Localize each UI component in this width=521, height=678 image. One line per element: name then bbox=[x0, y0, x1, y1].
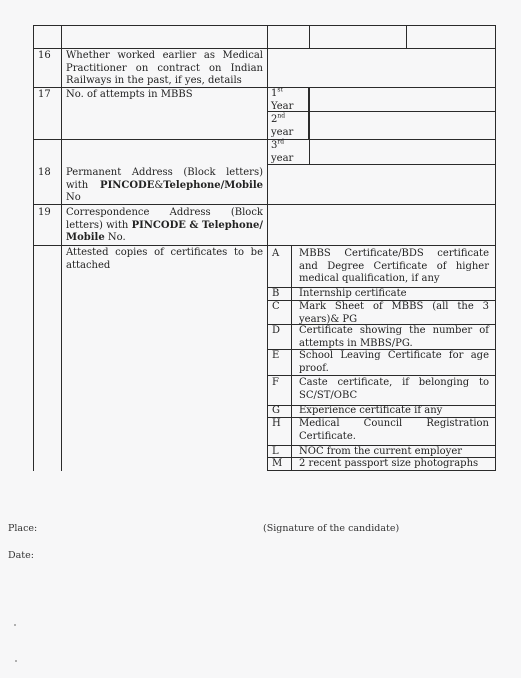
cert-text-e: School Leaving Certificate for age proof. bbox=[299, 350, 489, 374]
cert-letter-m: M bbox=[272, 458, 283, 469]
cert-text-c: Mark Sheet of MBBS (all the 3 years)& PG bbox=[299, 301, 489, 325]
row-16-number: 16 bbox=[38, 50, 51, 61]
row-19-number: 19 bbox=[38, 207, 51, 218]
cert-letter-d: D bbox=[272, 325, 281, 336]
cert-letter-f: F bbox=[272, 377, 279, 388]
cert-text-a: MBBS Certificate/BDS certificate and Degree Certificate of higher medical qualification, if any bbox=[299, 248, 489, 284]
cert-text-m: 2 recent passport size photographs bbox=[299, 458, 479, 469]
cert-letter-h: H bbox=[272, 418, 281, 429]
cert-text-h: Medical Council Registration Certificate. bbox=[299, 418, 489, 442]
row-17-label: No. of attempts in MBBS bbox=[66, 89, 193, 100]
year-2-label: 2nd year bbox=[271, 112, 294, 138]
certificates-label: Attested copies of certificates to be attached bbox=[66, 247, 263, 271]
place-label: Place: bbox=[8, 523, 38, 534]
cert-letter-b: B bbox=[272, 288, 280, 299]
row-17-number: 17 bbox=[38, 89, 51, 100]
cert-text-g: Experience certificate if any bbox=[299, 405, 443, 416]
scan-speck bbox=[15, 660, 17, 662]
scan-speck bbox=[14, 624, 16, 626]
year-1-label: 1st Year bbox=[271, 86, 294, 112]
year-3-label: 3rd year bbox=[271, 138, 294, 164]
cert-letter-l: L bbox=[272, 446, 279, 457]
signature-label: (Signature of the candidate) bbox=[263, 523, 400, 534]
cert-letter-c: C bbox=[272, 301, 280, 312]
cert-letter-e: E bbox=[272, 350, 280, 361]
cert-text-f: Caste certificate, if belonging to SC/ST/OBC bbox=[299, 377, 489, 401]
cert-text-l: NOC from the current employer bbox=[299, 446, 463, 457]
cert-letter-g: G bbox=[272, 405, 280, 416]
row-16-label: Whether worked earlier as Medical Practitioner on contract on Indian Railways in the past, if yes, details bbox=[66, 50, 263, 86]
date-label: Date: bbox=[8, 550, 34, 561]
cert-letter-a: A bbox=[272, 248, 280, 259]
cert-text-b: Internship certificate bbox=[299, 288, 407, 299]
row-18-number: 18 bbox=[38, 167, 51, 178]
row-19-label: Correspondence Address (Block letters) with PINCODE & Telephone/ Mobile No. bbox=[66, 207, 264, 243]
cert-text-d: Certificate showing the number of attempts in MBBS/PG. bbox=[299, 325, 489, 349]
row-18-label: Permanent Address (Block letters) with PINCODE&Telephone/Mobile No bbox=[66, 167, 263, 203]
